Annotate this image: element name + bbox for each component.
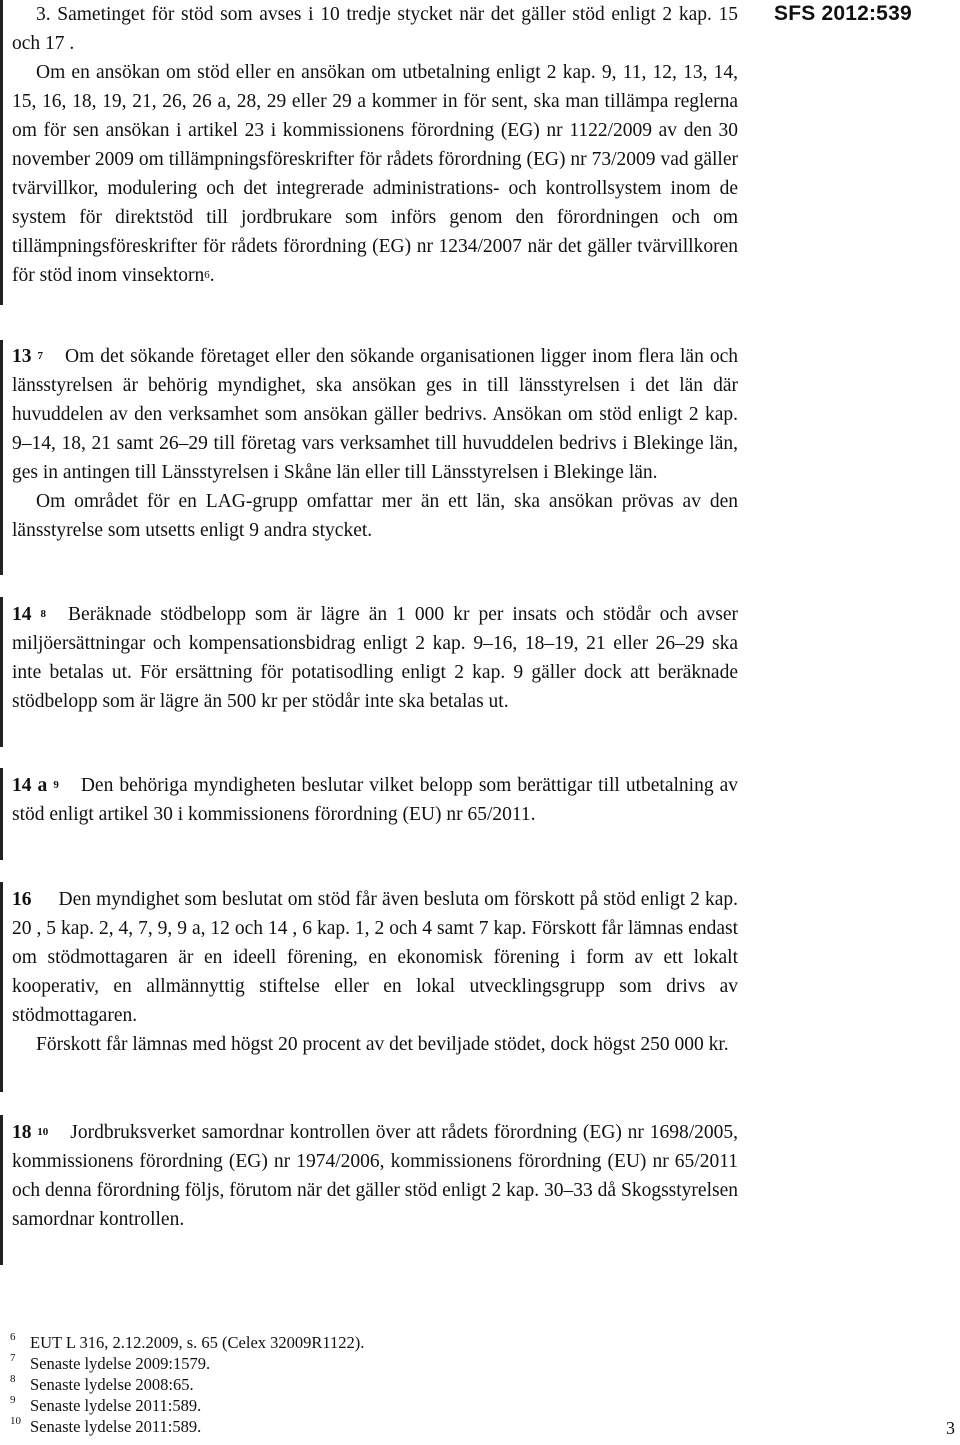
intro-block — [12, 0, 738, 290]
section-text: Jordbruksverket samordnar kontrollen över att rådets förordning (EG) nr 1698/2005, kommissionens förordning (EG) nr 1974/2006, kommissionens förordning (EU) nr 65/2011 och denna förordning följs, förutom när det gäller stöd enligt 2 kap. 30–33 då Skogsstyrelsen samordnar kontrollen. — [12, 1122, 738, 1230]
section-paragraph — [12, 771, 738, 829]
intro-paragraph-end: . — [209, 265, 215, 286]
section-text: Om det sökande företaget eller den sökande organisationen ligger inom flera län och länsstyrelsen är behörig myndighet, ska ansökan ges in till länsstyrelsen i det län där huvuddelen av den verksamhet som ansökan gäller bedrivs. Ansökan om stöd enligt 2 kap. 9–14, 18, 21 samt 26–29 till företag vars verksamhet till huvuddelen bedrivs i Blekinge län, ges in antingen till Länsstyrelsen i Skåne län eller till Länsstyrelsen i Blekinge län. — [12, 346, 738, 483]
section-text: Den behöriga myndigheten beslutar vilket belopp som berättigar till utbetalning av stöd enligt artikel 30 i kommissionens förordning (EU) nr 65/2011. — [12, 775, 739, 825]
intro-paragraph — [12, 58, 738, 290]
section-paragraph — [12, 1118, 738, 1234]
intro-paragraph-text: Om en ansökan om stöd eller en ansökan om utbetalning enligt 2 kap. 9, 11, 12, 13, 14, 15, 16, 18, 19, 21, 26, 26 a, 28, 29 eller 29 a kommer in för sent, ska man tillämpa reglerna om för sen ansökan i artikel 23 i kommissionens förordning (EG) nr 1122/2009 av den 30 november 2009 om tillämpningsföreskrifter för rådets förordning (EG) nr 73/2009 vad gäller tvärvillkor, modulering och det integrerade administrations- och kontrollsystem inom de system för direktstöd till jordbrukare som införs genom den förordningen och om tillämpningsföreskrifter för rådets förordning (EG) nr 1234/2007 när det gäller tvärvillkoren för stöd inom vinsektorn — [12, 62, 738, 286]
footnote-ref: 10 — [37, 1126, 49, 1138]
section-number — [12, 889, 37, 910]
footnote-number: 8 — [10, 1373, 16, 1385]
change-bar — [0, 768, 3, 860]
section-paragraph — [12, 885, 738, 1030]
section-number — [12, 775, 59, 796]
footnote-number: 9 — [10, 1394, 16, 1406]
section-number-text: 14 a — [12, 775, 54, 796]
change-bar — [0, 0, 3, 305]
section-number — [12, 604, 46, 625]
footnotes — [10, 1332, 610, 1437]
section-number — [12, 1122, 48, 1143]
section-number — [12, 346, 43, 367]
footnote-text: Senaste lydelse 2008:65. — [30, 1375, 194, 1394]
footnote — [10, 1416, 610, 1437]
footnote-ref: 7 — [37, 350, 44, 362]
section-paragraph — [12, 342, 738, 487]
footnote-text: Senaste lydelse 2009:1579. — [30, 1354, 211, 1373]
footnote-ref: 9 — [53, 779, 59, 791]
section-18 — [12, 1118, 738, 1234]
section-paragraph — [12, 600, 738, 716]
footnote — [10, 1395, 610, 1416]
section-13 — [12, 342, 738, 545]
sfs-number: SFS 2012:539 — [774, 2, 912, 25]
section-14 — [12, 600, 738, 716]
change-bar — [0, 340, 3, 575]
section-paragraph: Om området för en LAG-grupp omfattar mer än ett län, ska ansökan prövas av den länsstyrelse som utsetts enligt 9 andra stycket. — [12, 491, 738, 541]
section-16 — [12, 885, 738, 1059]
footnote-number: 7 — [10, 1352, 16, 1364]
section-number-text: 14 — [12, 604, 41, 625]
section-number-text: 13 — [12, 346, 38, 367]
section-paragraph: Förskott får lämnas med högst 20 procent av det beviljade stödet, dock högst 250 000 kr. — [36, 1034, 729, 1055]
footnote-text: EUT L 316, 2.12.2009, s. 65 (Celex 32009R1122). — [30, 1333, 365, 1352]
section-text: Beräknade stödbelopp som är lägre än 1 000 kr per insats och stödår och avser miljöersättningar och kompensationsbidrag enligt 2 kap. 9–16, 18–19, 21 eller 26–29 ska inte betalas ut. För ersättning för potatisodling enligt 2 kap. 9 gäller dock att beräknade stödbelopp som är lägre än 500 kr per stödår inte ska betalas ut. — [12, 604, 739, 712]
footnote — [10, 1332, 610, 1353]
footnote-ref: 8 — [40, 608, 47, 620]
footnote — [10, 1353, 610, 1374]
section-14a — [12, 771, 738, 829]
change-bar — [0, 1115, 3, 1265]
change-bar — [0, 597, 3, 747]
item-3-text: 3. Sametinget för stöd som avses i 10 tredje stycket när det gäller stöd enligt 2 kap. 15 och 17 . — [12, 4, 738, 54]
section-number-text: 16 — [12, 889, 37, 910]
change-bar — [0, 882, 3, 1092]
footnote-ref: 6 — [204, 269, 210, 281]
section-number-text: 18 — [12, 1122, 38, 1143]
page-number: 3 — [946, 1418, 955, 1438]
section-text: Den myndighet som beslutat om stöd får även besluta om förskott på stöd enligt 2 kap. 20 , 5 kap. 2, 4, 7, 9, 9 a, 12 och 14 , 6 kap. 1, 2 och 4 samt 7 kap. Förskott får lämnas endast om stödmottagaren är en ideell förening, en ekonomisk förening i form av ett lokalt kooperativ, en allmännyttig stiftelse eller en lokal utvecklingsgrupp som drivs av stödmottagaren. — [12, 889, 739, 1026]
footnote — [10, 1374, 610, 1395]
footnote-text: Senaste lydelse 2011:589. — [30, 1396, 202, 1415]
footnote-number: 10 — [10, 1415, 21, 1427]
footnote-number: 6 — [10, 1331, 16, 1343]
footnote-text: Senaste lydelse 2011:589. — [30, 1417, 202, 1436]
